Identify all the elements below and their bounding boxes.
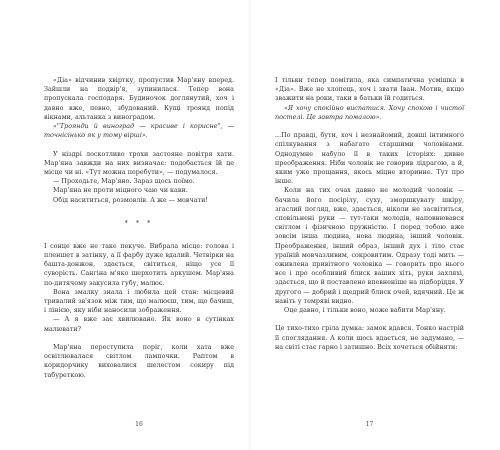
page-number: 16 [135,421,143,428]
paragraph: Мар'яна переступила поріг, коли хата вже освітлювалася світлом лампочки. Раптом в коридорчику виховалися шелестом сокиру під табуреткою. [44,343,234,379]
paragraph: Коли на тих очах давно не молодий чоловік — бачила його посірілу, суху, зморшкувату шкіру, згаслий погляд, вже, здається, ніколи не засвітиться, сповільнені руки — тут-таки молодів, наповнювався світлом і фізичною пружністю. І перед тобою вже зовсім інша людина, нова людина, інший чоловік. Преображення, інший образ, інший дух і тіло стає ураїній мовчазливим, сокровитим. Одразу тоді мить — оживлена привітного чоловіка — говорить про нього все і про особливий блиск ваших хіть, руки захляхі, здається, що й поставлено впевненіше на підборіддя. У другого — добрий і щедрий блиск очей, вдячний. Це ж навіть у темряві видно. [275,186,464,305]
paragraph: — А я вже зає хвилюване. Як воно в сутінках малювати? [44,315,234,333]
section-separator: * * * [124,218,154,227]
paragraph: Мар'яна не проти міцного чаю чи кави. [53,186,188,195]
paragraph: І сонце вже не таке пекуче. Вибрала місце: голова і пленшет в затінку, а її фарбу дуже вдалий. Четвірки на башта-донжон, здається, світиться, ніщо усе її суворість. Сангіна м'яко шерхотить аркушем. Мар'яна по-дитячому закусила губу, малює. [44,241,234,287]
paragraph: Це тихо-тихо гріла думка: замок вдався. Тонко настрій її споглядання. А коли щось вдається, не задумано, — на світі стає гарно і затишно. Всіх хочеться обійняти: [275,324,464,351]
paragraph: «"Троянди й виноград — красиве і корисне", — точнісінько як у тому вірші». [44,122,234,140]
paragraph: «Діа» відчинив хвіртку, пропустив Мар'яну вперед. Зайшли на подвір'я, зупинилася. Тепер вона пропускала господаря. Будиночок доглянутий, хоч і давно вже, певно, збудований. Кущі троянд попід вікнами, альтанка з виноградом. [44,76,234,121]
paragraph: У ніздрі лоскотливо трохи застояне повітря хати. Мар'яна завжди на них визначає: подобається їй це місце чи ні. «Тут можна перебути», — подумалося. [44,149,234,177]
paragraph: І тільки тепер помітила, яка симпатична усмішка в «Діа». Вже не хлопець, хоч і звати Іван. Мотив, якщо зважити на роки, таки в батьки їй годиться. [275,76,464,103]
paragraph: «Я хочу спокійно виспатися. Хочу спокою і чистої постелі. Це завтра помалою». [275,103,464,121]
page-number: 17 [365,421,374,428]
paragraph: — Проходьте, Мар'яно. Зараз щось поїмо. [53,177,195,186]
paragraph: Оце давно, і тільки воно, може вабити Мар'яну. [284,306,446,315]
paragraph: Вона змалку знала і любила цей стан: місцевий тривалий зв'язок між тим, що малюєш, тим, що бачиш, і лінією, яку ніби наносили зображення. [44,287,234,315]
paragraph: Обід насититься, розмовлів. А же — мовчати! [53,195,208,204]
paragraph: ...По правді, бути, хоч і незнайомий, довші інтимного спілкування з набагато старшими чоловіками. Однодумне набуло її в таких історіях: дивне преображення. Ніби чоловік не говорив лідрагою, а й, яким уже прощання, якось міцне вторинне. Тут про інше. [275,131,464,186]
right-page [250,0,500,450]
